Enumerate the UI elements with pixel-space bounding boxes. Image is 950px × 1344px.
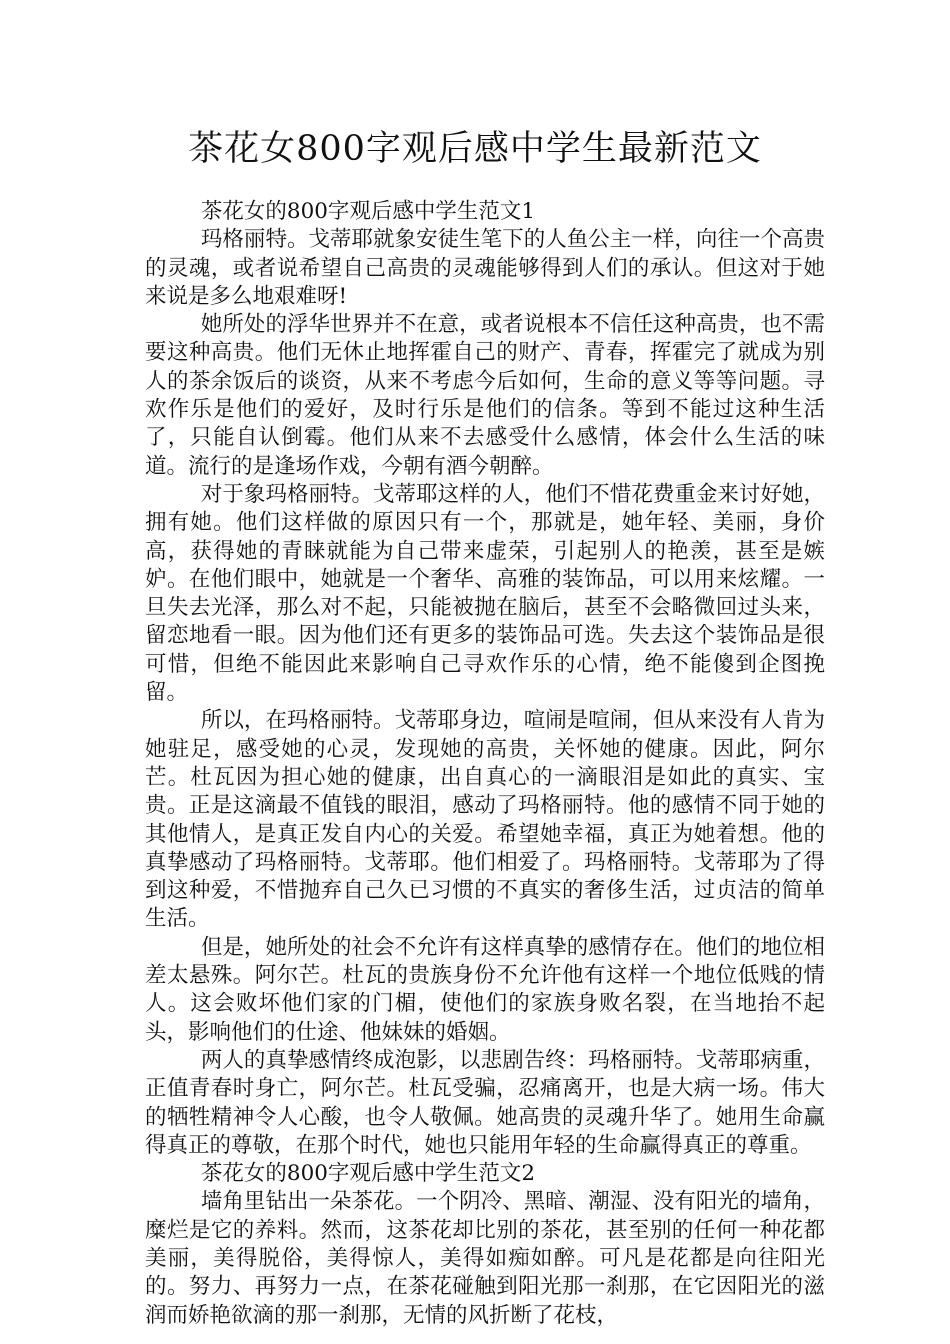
- section-heading-2: 茶花女的800字观后感中学生范文2: [200, 1161, 536, 1187]
- paragraph: 对于象玛格丽特。戈蒂耶这样的人，他们不惜花费重金来讨好她，拥有她。他们这样做的原因只有一个，那就是，她年轻、美丽，身价高，获得她的青睐就能为自己带来虚荣，引起别人的艳羡，甚至是嫉妒。在他们眼中，她就是一个奢华、高雅的装饰品，可以用来炫耀。一旦失去光泽，那么对不起，只能被抛在脑后，甚至不会略微回过头来，留恋地看一眼。因为他们还有更多的装饰品可选。失去这个装饰品是很可惜，但绝不能因此来影响自己寻欢作乐的心情，绝不能傻到企图挽留。: [145, 481, 825, 706]
- document-title: 茶花女800字观后感中学生最新范文: [188, 129, 762, 169]
- paragraph: 玛格丽特。戈蒂耶就象安徒生笔下的人鱼公主一样，向往一个高贵的灵魂，或者说希望自己高贵的灵魂能够得到人们的承认。但这对于她来说是多么地艰难呀!: [145, 227, 825, 309]
- document-body: [145, 198, 825, 1330]
- paragraph: 她所处的浮华世界并不在意，或者说根本不信任这种高贵，也不需要这种高贵。他们无休止地挥霍自己的财产、青春，挥霍完了就成为别人的茶余饭后的谈资，从来不考虑今后如何，生命的意义等等问题。寻欢作乐是他们的爱好，及时行乐是他们的信条。等到不能过这种生活了，只能自认倒霉。他们从来不去感受什么感情，体会什么生活的味道。流行的是逢场作戏，今朝有酒今朝醉。: [145, 312, 825, 479]
- paragraph: 两人的真挚感情终成泡影，以悲剧告终：玛格丽特。戈蒂耶病重，正值青春时身亡，阿尔芒。杜瓦受骗，忍痛离开，也是大病一场。伟大的牺牲精神令人心酸，也令人敬佩。她高贵的灵魂升华了。她用生命赢得真正的尊敬，在那个时代，她也只能用年轻的生命赢得真正的尊重。: [145, 1047, 825, 1158]
- paragraph: 墙角里钻出一朵茶花。一个阴冷、黑暗、潮湿、没有阳光的墙角，糜烂是它的养料。然而，这茶花却比别的茶花，甚至别的任何一种花都美丽，美得脱俗，美得惊人，美得如痴如醉。可凡是花都是向往阳光的。努力、再努力一点，在茶花碰触到阳光那一刹那，在它因阳光的滋润而娇艳欲滴的那一刹那，无情的风折断了花枝，: [145, 1189, 825, 1328]
- paragraph: 所以，在玛格丽特。戈蒂耶身边，喧闹是喧闹，但从来没有人肯为她驻足，感受她的心灵，发现她的高贵，关怀她的健康。因此，阿尔芒。杜瓦因为担心她的健康，出自真心的一滴眼泪是如此的真实、宝贵。正是这滴最不值钱的眼泪，感动了玛格丽特。他的感情不同于她的其他情人，是真正发自内心的关爱。希望她幸福，真正为她着想。他的真挚感动了玛格丽特。戈蒂耶。他们相爱了。玛格丽特。戈蒂耶为了得到这种爱，不惜抛弃自己久已习惯的不真实的奢侈生活，过贞洁的简单生活。: [145, 708, 825, 932]
- section-heading-1: 茶花女的800字观后感中学生范文1: [200, 199, 536, 224]
- paragraph: 但是，她所处的社会不允许有这样真挚的感情存在。他们的地位相差太悬殊。阿尔芒。杜瓦的贵族身份不允许他有这样一个地位低贱的情人。这会败坏他们家的门楣，使他们的家族身败名裂，在当地抬不起头，影响他们的仕途、他妹妹的婚姻。: [145, 934, 825, 1045]
